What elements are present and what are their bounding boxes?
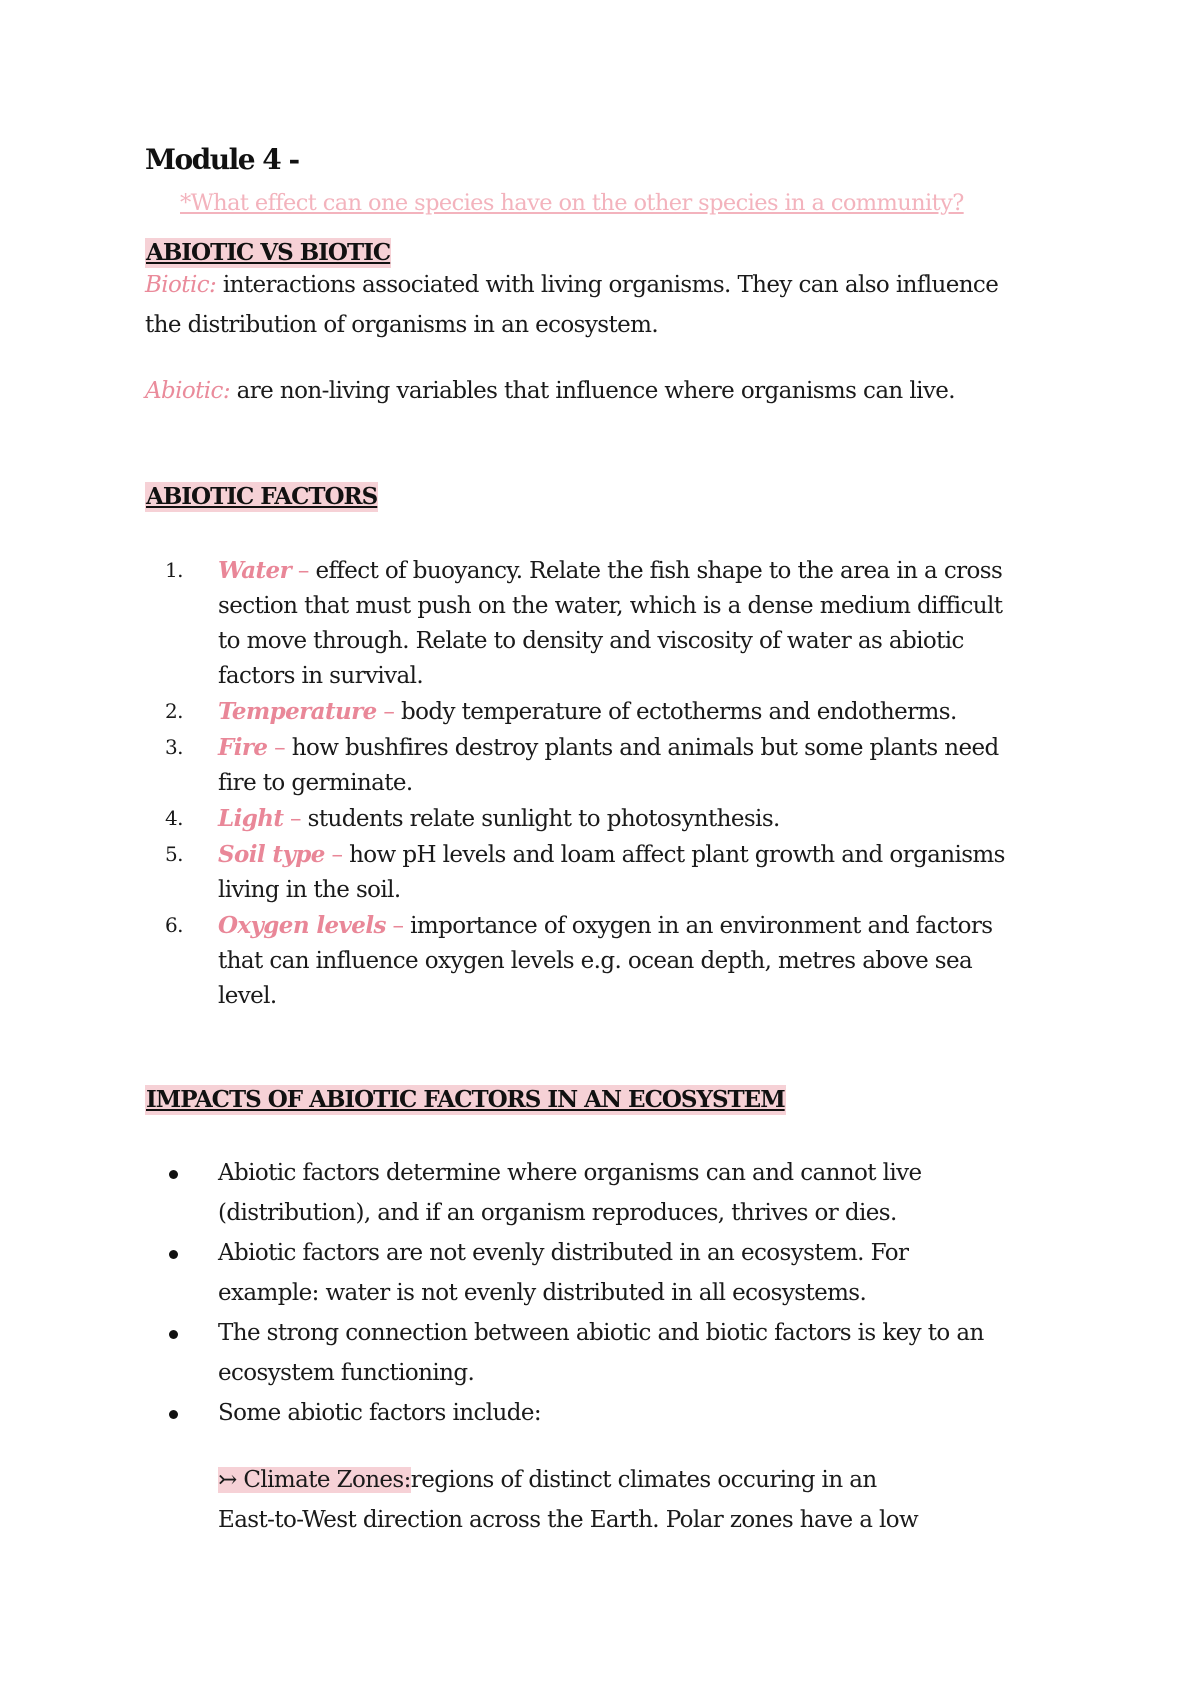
list-item <box>145 908 1085 1014</box>
abiotic-factors-list <box>145 553 1085 1014</box>
list-number: 2. <box>165 699 183 723</box>
list-item <box>145 694 1085 730</box>
factor-dash: – <box>283 806 308 832</box>
factor-text: how bushfires destroy plants and animals but some plants need <box>291 735 999 761</box>
factor-text: students relate sunlight to photosynthesis. <box>307 806 780 832</box>
factor-term: Soil type <box>218 841 325 868</box>
factor-term: Light <box>218 805 284 832</box>
factor-text: how pH levels and loam affect plant growth and organisms <box>349 842 1005 868</box>
heading-impacts-of-abiotic-factors: IMPACTS OF ABIOTIC FACTORS IN AN ECOSYSTEM <box>146 1086 785 1113</box>
list-item <box>145 1393 1085 1433</box>
bullet-text: Some abiotic factors include: <box>218 1400 541 1426</box>
biotic-text: interactions associated with living organisms. They can also influence <box>216 272 999 298</box>
list-number: 4. <box>165 806 183 830</box>
factor-text: level. <box>218 983 277 1009</box>
abiotic-definition <box>145 371 955 411</box>
list-item <box>145 1233 1085 1313</box>
factor-dash: – <box>385 913 411 939</box>
list-number: 3. <box>165 735 183 759</box>
bullet-icon <box>169 1250 178 1259</box>
abiotic-term: Abiotic: <box>145 378 230 404</box>
heading-abiotic-factors: ABIOTIC FACTORS <box>146 483 378 510</box>
factor-text: living in the soil. <box>218 877 401 903</box>
list-number: 1. <box>165 558 183 582</box>
factor-text: importance of oxygen in an environment and factors <box>410 913 993 939</box>
factor-dash: – <box>324 842 350 868</box>
factor-term: Temperature <box>218 698 377 725</box>
biotic-definition-line1 <box>145 265 998 305</box>
abiotic-text: are non-living variables that influence where organisms can live. <box>229 378 955 404</box>
list-number: 6. <box>165 913 183 937</box>
biotic-definition-line2: the distribution of organisms in an ecosystem. <box>145 312 659 338</box>
guiding-question: *What effect can one species have on the other species in a community? <box>180 190 964 216</box>
factor-text: section that must push on the water, which is a dense medium difficult <box>218 593 1003 619</box>
factor-dash: – <box>291 558 316 584</box>
climate-zones-text: East-to-West direction across the Earth. Polar zones have a low <box>218 1507 919 1533</box>
factor-text: body temperature of ectotherms and endotherms. <box>401 699 957 725</box>
bullet-text: ecosystem functioning. <box>218 1360 475 1386</box>
factor-term: Oxygen levels <box>218 912 386 939</box>
list-item <box>145 730 1085 801</box>
list-item <box>145 553 1085 694</box>
bullet-text: Abiotic factors determine where organisms can and cannot live <box>218 1160 922 1186</box>
factor-text: that can influence oxygen levels e.g. ocean depth, metres above sea <box>218 948 973 974</box>
bullet-text: Abiotic factors are not evenly distributed in an ecosystem. For <box>218 1240 909 1266</box>
factor-text: effect of buoyancy. Relate the fish shape to the area in a cross <box>315 558 1003 584</box>
factor-dash: – <box>267 735 292 761</box>
factor-term: Water <box>218 557 292 584</box>
list-item <box>145 801 1085 837</box>
bullet-text: example: water is not evenly distributed in all ecosystems. <box>218 1280 867 1306</box>
bullet-text: (distribution), and if an organism reproduces, thrives or dies. <box>218 1200 897 1226</box>
factor-text: fire to germinate. <box>218 770 413 796</box>
list-item <box>145 837 1085 908</box>
biotic-term: Biotic: <box>145 272 217 298</box>
bullet-text: The strong connection between abiotic and biotic factors is key to an <box>218 1320 984 1346</box>
impacts-bullet-list <box>145 1153 1085 1433</box>
factor-text: to move through. Relate to density and viscosity of water as abiotic <box>218 628 964 654</box>
heading-abiotic-vs-biotic: ABIOTIC VS BIOTIC <box>146 239 391 266</box>
bullet-icon <box>169 1170 178 1179</box>
climate-zones-term: ↣ Climate Zones: <box>218 1467 411 1493</box>
list-number: 5. <box>165 842 183 866</box>
climate-zones-text: regions of distinct climates occuring in an <box>410 1467 877 1493</box>
list-item <box>145 1153 1085 1233</box>
bullet-icon <box>169 1330 178 1339</box>
page-title: Module 4 - <box>145 143 299 176</box>
factor-dash: – <box>376 699 402 725</box>
list-item <box>145 1313 1085 1393</box>
factor-term: Fire <box>218 734 268 761</box>
bullet-icon <box>169 1410 178 1419</box>
climate-zones-note <box>218 1460 918 1540</box>
factor-text: factors in survival. <box>218 663 424 689</box>
